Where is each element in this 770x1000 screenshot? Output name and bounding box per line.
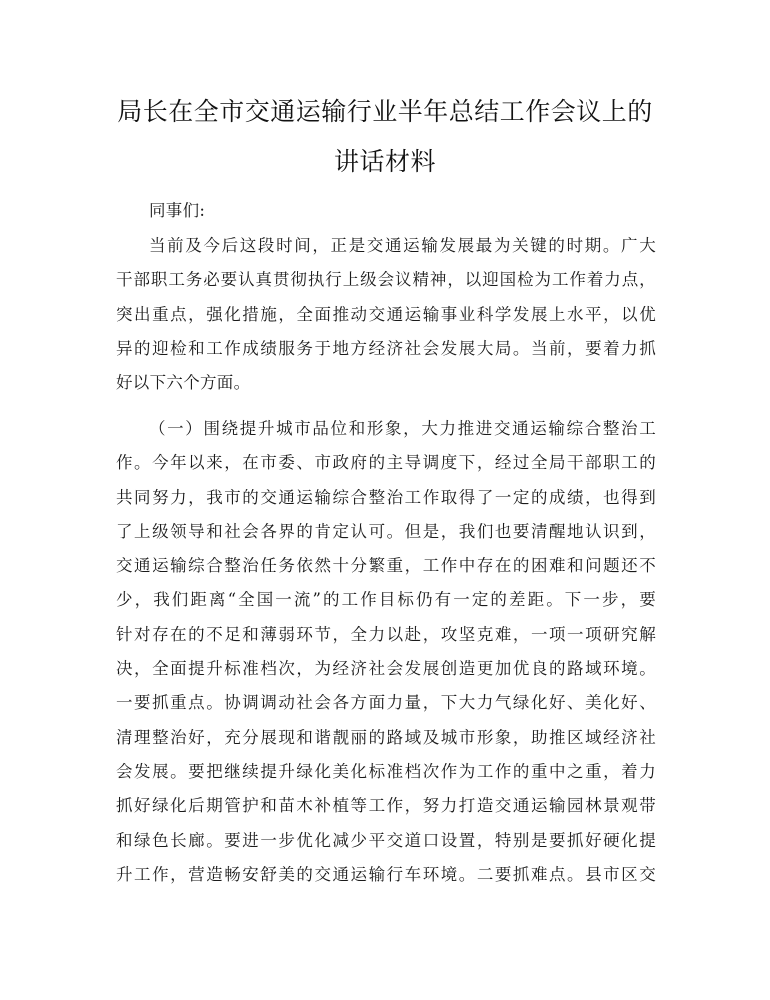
paragraph-1 xyxy=(116,229,656,400)
paragraph-line: 异的迎检和工作成绩服务于地方经济社会发展大局。当前，要着力抓 xyxy=(116,338,656,358)
paragraph-line: 了上级领导和社会各界的肯定认可。但是，我们也要清醒地认识到， xyxy=(116,521,656,541)
paragraph-line: 会发展。要把继续提升绿化美化标准档次作为工作的重中之重，着力 xyxy=(116,761,656,781)
paragraph-line: 决，全面提升标准档次，为经济社会发展创造更加优良的路域环境。 xyxy=(116,659,656,679)
paragraph-2 xyxy=(116,412,656,892)
paragraph-line: 共同努力，我市的交通运输综合整治工作取得了一定的成绩，也得到 xyxy=(116,487,656,507)
paragraph-line: 干部职工务必要认真贯彻执行上级会议精神，以迎国检为工作着力点， xyxy=(116,270,656,290)
paragraph-line: 突出重点，强化措施，全面推动交通运输事业科学发展上水平，以优 xyxy=(116,304,656,324)
paragraph-line: （一）围绕提升城市品位和形象，大力推进交通运输综合整治工 xyxy=(149,419,656,438)
paragraph-line: 抓好绿化后期管护和苗木补植等工作，努力打造交通运输园林景观带 xyxy=(116,796,656,816)
paragraph-line: 作。今年以来，在市委、市政府的主导调度下，经过全局干部职工的 xyxy=(116,453,656,473)
paragraph-line: 交通运输综合整治任务依然十分繁重，工作中存在的困难和问题还不 xyxy=(116,556,656,576)
paragraph-line: 一要抓重点。协调调动社会各方面力量，下大力气绿化好、美化好、 xyxy=(116,693,656,713)
paragraph-line: 好以下六个方面。 xyxy=(116,373,251,393)
salutation: 同事们: xyxy=(149,201,206,220)
paragraph-line: 清理整治好，充分展现和谐靓丽的路域及城市形象，助推区域经济社 xyxy=(116,727,656,747)
paragraph-line: 针对存在的不足和薄弱环节，全力以赴，攻坚克难，一项一项研究解 xyxy=(116,624,656,644)
paragraph-line: 升工作，营造畅安舒美的交通运输行车环境。二要抓难点。县市区交 xyxy=(116,864,656,884)
paragraph-line: 当前及今后这段时间，正是交通运输发展最为关键的时期。广大 xyxy=(149,236,656,255)
document-title-line-1: 局长在全市交通运输行业半年总结工作会议上的 xyxy=(117,97,653,126)
document-title-line-2: 讲话材料 xyxy=(333,147,436,176)
paragraph-line: 和绿色长廊。要进一步优化减少平交道口设置，特别是要抓好硬化提 xyxy=(116,830,656,850)
paragraph-line: 少，我们距离“全国一流”的工作目标仍有一定的差距。下一步，要 xyxy=(116,590,656,610)
